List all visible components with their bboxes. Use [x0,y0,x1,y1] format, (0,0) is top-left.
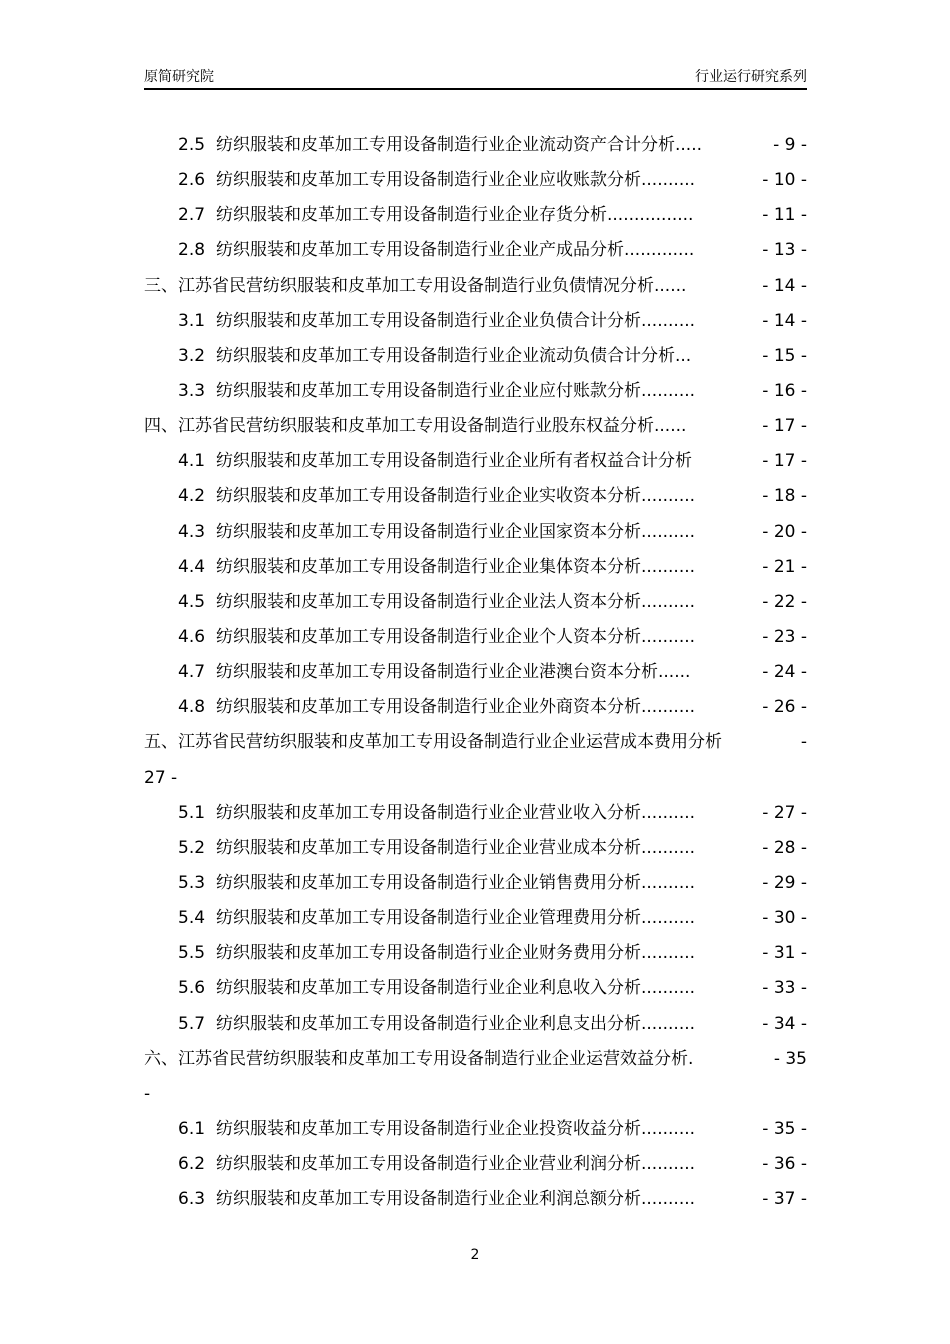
toc-entry-page: - 10 - [762,170,807,191]
toc-entry[interactable] [144,1182,807,1217]
toc-leader-dots: ..... [675,135,703,155]
toc-entry-title: 纺织服装和皮革加工专用设备制造行业企业所有者权益合计分析 [216,451,692,472]
toc-entry[interactable] [144,163,807,198]
toc-entry[interactable] [144,128,807,163]
toc-entry-page: - 11 - [762,205,807,226]
toc-leader-dots: .......... [641,1013,696,1034]
toc-entry-number: 2.6 [178,170,206,191]
toc-entry-page: - 14 - [762,310,807,331]
toc-entry-page: - 30 - [762,908,807,929]
toc-entry-number: 2.8 [178,240,206,261]
toc-entry-title: 纺织服装和皮革加工专用设备制造行业企业销售费用分析 [216,872,641,893]
toc-entry-title: 纺织服装和皮革加工专用设备制造行业企业外商资本分析 [216,697,641,718]
toc-entry-number: 4.6 [178,626,206,647]
toc-entry-title: 纺织服装和皮革加工专用设备制造行业企业负债合计分析 [216,310,641,331]
toc-entry-page: - 35 - [762,1118,807,1139]
toc-entry-number: 5.4 [178,908,206,929]
toc-entry-number: 五、 [144,732,178,753]
toc-entry-page: - 22 - [762,591,807,612]
toc-entry[interactable] [144,796,807,831]
toc-entry-page-wrap: 27 - [144,767,178,788]
toc-leader-dots: ... [675,345,692,366]
toc-entry-number: 3.1 [178,310,206,331]
toc-entry-title: 纺织服装和皮革加工专用设备制造行业企业流动负债合计分析 [216,345,675,366]
toc-leader-dots: .......... [641,837,696,858]
toc-entry-title: 纺织服装和皮革加工专用设备制造行业企业应付账款分析 [216,380,641,401]
toc-leader-dots: .......... [641,872,696,893]
toc-entry-number: 5.3 [178,872,206,893]
toc-entry-title: 纺织服装和皮革加工专用设备制造行业企业利润总额分析 [216,1189,641,1210]
toc-entry-number: 3.2 [178,345,206,366]
header-divider [144,88,807,90]
toc-entry-number: 5.2 [178,837,206,858]
toc-entry-title: 纺织服装和皮革加工专用设备制造行业企业法人资本分析 [216,591,641,612]
toc-entry-number: 3.3 [178,380,206,401]
toc-entry-page: - 35 [773,1048,807,1069]
toc-entry[interactable] [144,304,807,339]
toc-entry-page: - 20 - [762,521,807,542]
toc-leader-dots: . [688,1048,694,1069]
toc-entry[interactable] [144,233,807,268]
toc-entry-number: 三、 [144,275,178,296]
toc-entry-title: 纺织服装和皮革加工专用设备制造行业企业存货分析 [216,205,607,226]
toc-entry-page: - 23 - [762,626,807,647]
toc-entry-page: - 21 - [762,556,807,577]
header-org-name: 原简研究院 [144,69,214,85]
toc-entry-number: 6.3 [178,1189,206,1210]
toc-entry-number: 4.8 [178,697,206,718]
toc-entry-page: - 17 - [762,416,807,437]
header-series-name: 行业运行研究系列 [695,69,807,85]
toc-leader-dots: .......... [641,556,696,577]
toc-entry-page: - 28 - [762,837,807,858]
toc-entry-number: 4.5 [178,591,206,612]
toc-entry-title: 纺织服装和皮革加工专用设备制造行业企业营业成本分析 [216,837,641,858]
toc-entry-page: - 17 - [762,451,807,472]
toc-entry-page: - 26 - [762,697,807,718]
toc-entry-title: 江苏省民营纺织服装和皮革加工专用设备制造行业企业运营效益分析 [178,1048,688,1069]
toc-entry-title: 纺织服装和皮革加工专用设备制造行业企业利息支出分析 [216,1013,641,1034]
toc-leader-dots: .......... [641,802,696,823]
toc-entry[interactable] [144,1007,807,1042]
toc-entry[interactable] [144,409,807,444]
toc-entry[interactable] [144,725,807,760]
toc-leader-dots: .......... [641,1189,696,1210]
toc-entry-title: 纺织服装和皮革加工专用设备制造行业企业营业收入分析 [216,802,641,823]
toc-leader-dots: .......... [641,978,696,999]
toc-entry-title: 纺织服装和皮革加工专用设备制造行业企业个人资本分析 [216,626,641,647]
toc-entry[interactable] [144,831,807,866]
toc-entry-title: 纺织服装和皮革加工专用设备制造行业企业流动资产合计分析 [216,135,675,155]
toc-entry-title: 纺织服装和皮革加工专用设备制造行业企业港澳台资本分析 [216,662,658,683]
toc-entry-page: - 36 - [762,1154,807,1175]
toc-leader-dots: .......... [641,591,696,612]
toc-entry-number: 4.7 [178,662,206,683]
toc-leader-dots: ...... [654,416,687,437]
toc-entry-number: 2.5 [178,135,206,155]
toc-entry-page: - 9 - [773,135,807,155]
toc-entry-title: 纺织服装和皮革加工专用设备制造行业企业投资收益分析 [216,1118,641,1139]
toc-entry-page: - 33 - [762,978,807,999]
toc-entry-title: 纺织服装和皮革加工专用设备制造行业企业管理费用分析 [216,908,641,929]
toc-leader-dots: .......... [641,521,696,542]
toc-entry-number: 4.2 [178,486,206,507]
toc-entry-title: 纺织服装和皮革加工专用设备制造行业企业财务费用分析 [216,943,641,964]
toc-entry-number: 4.4 [178,556,206,577]
toc-entry-page: - 24 - [762,662,807,683]
toc-entry[interactable] [144,655,807,690]
toc-leader-dots: .......... [641,943,696,964]
toc-entry-page: - 27 - [762,802,807,823]
toc-entry-title: 江苏省民营纺织服装和皮革加工专用设备制造行业负债情况分析 [178,275,654,296]
toc-entry[interactable] [144,198,807,233]
toc-entry-page-wrap: - [144,1083,151,1104]
toc-entry-title: 江苏省民营纺织服装和皮革加工专用设备制造行业股东权益分析 [178,416,654,437]
toc-entry[interactable] [144,936,807,971]
toc-entry-page: - 14 - [762,275,807,296]
toc-entry-title: 纺织服装和皮革加工专用设备制造行业企业集体资本分析 [216,556,641,577]
toc-leader-dots: .......... [641,908,696,929]
toc-entry[interactable] [144,971,807,1006]
toc-entry-page: - 31 - [762,943,807,964]
toc-entry[interactable] [144,374,807,409]
toc-entry-page: - 18 - [762,486,807,507]
table-of-contents [144,128,807,1217]
page-number: 2 [470,1247,480,1263]
toc-entry[interactable] [144,444,807,479]
toc-leader-dots: .......... [641,1154,696,1175]
toc-entry-title: 纺织服装和皮革加工专用设备制造行业企业实收资本分析 [216,486,641,507]
toc-entry[interactable] [144,1112,807,1147]
toc-entry-title: 纺织服装和皮革加工专用设备制造行业企业产成品分析 [216,240,624,261]
toc-entry-number: 5.5 [178,943,206,964]
toc-leader-dots: .......... [641,697,696,718]
toc-entry-title: 纺织服装和皮革加工专用设备制造行业企业利息收入分析 [216,978,641,999]
toc-entry-page: - 13 - [762,240,807,261]
toc-entry[interactable] [144,901,807,936]
toc-leader-dots: ...... [658,662,691,683]
toc-entry[interactable] [144,1147,807,1182]
toc-entry[interactable] [144,866,807,901]
toc-entry-number: 4.3 [178,521,206,542]
toc-entry[interactable] [144,550,807,585]
toc-entry-page: - 29 - [762,872,807,893]
toc-entry-number: 6.1 [178,1118,206,1139]
toc-entry-number: 2.7 [178,205,206,226]
toc-leader-dots: ...... [654,275,687,296]
toc-entry[interactable] [144,1042,807,1077]
toc-entry-title: 江苏省民营纺织服装和皮革加工专用设备制造行业企业运营成本费用分析 [178,732,722,753]
toc-entry-title: 纺织服装和皮革加工专用设备制造行业企业国家资本分析 [216,521,641,542]
toc-entry-number: 5.7 [178,1013,206,1034]
toc-entry-number: 4.1 [178,451,206,472]
toc-entry-page: - 15 - [762,345,807,366]
toc-entry[interactable] [144,479,807,514]
toc-entry-number: 六、 [144,1048,178,1069]
toc-leader-dots: .......... [641,626,696,647]
toc-entry-number: 5.1 [178,802,206,823]
toc-entry-page: - [800,732,807,753]
page-header [144,66,807,88]
toc-entry-title: 纺织服装和皮革加工专用设备制造行业企业营业利润分析 [216,1154,641,1175]
toc-entry[interactable] [144,620,807,655]
toc-leader-dots: ................ [607,205,694,226]
toc-leader-dots: .......... [641,380,696,401]
toc-leader-dots: .......... [641,310,696,331]
toc-entry-number: 5.6 [178,978,206,999]
toc-leader-dots: .......... [641,486,696,507]
toc-entry[interactable] [144,515,807,550]
toc-entry-title: 纺织服装和皮革加工专用设备制造行业企业应收账款分析 [216,170,641,191]
toc-entry-number: 6.2 [178,1154,206,1175]
toc-entry[interactable] [144,690,807,725]
toc-entry-page: - 34 - [762,1013,807,1034]
toc-entry[interactable] [144,269,807,304]
toc-leader-dots: .......... [641,170,696,191]
toc-leader-dots: ............. [624,240,695,261]
toc-leader-dots: .......... [641,1118,696,1139]
toc-entry[interactable] [144,339,807,374]
toc-entry-page: - 37 - [762,1189,807,1210]
toc-entry-number: 四、 [144,416,178,437]
toc-entry-page: - 16 - [762,380,807,401]
toc-entry[interactable] [144,585,807,620]
